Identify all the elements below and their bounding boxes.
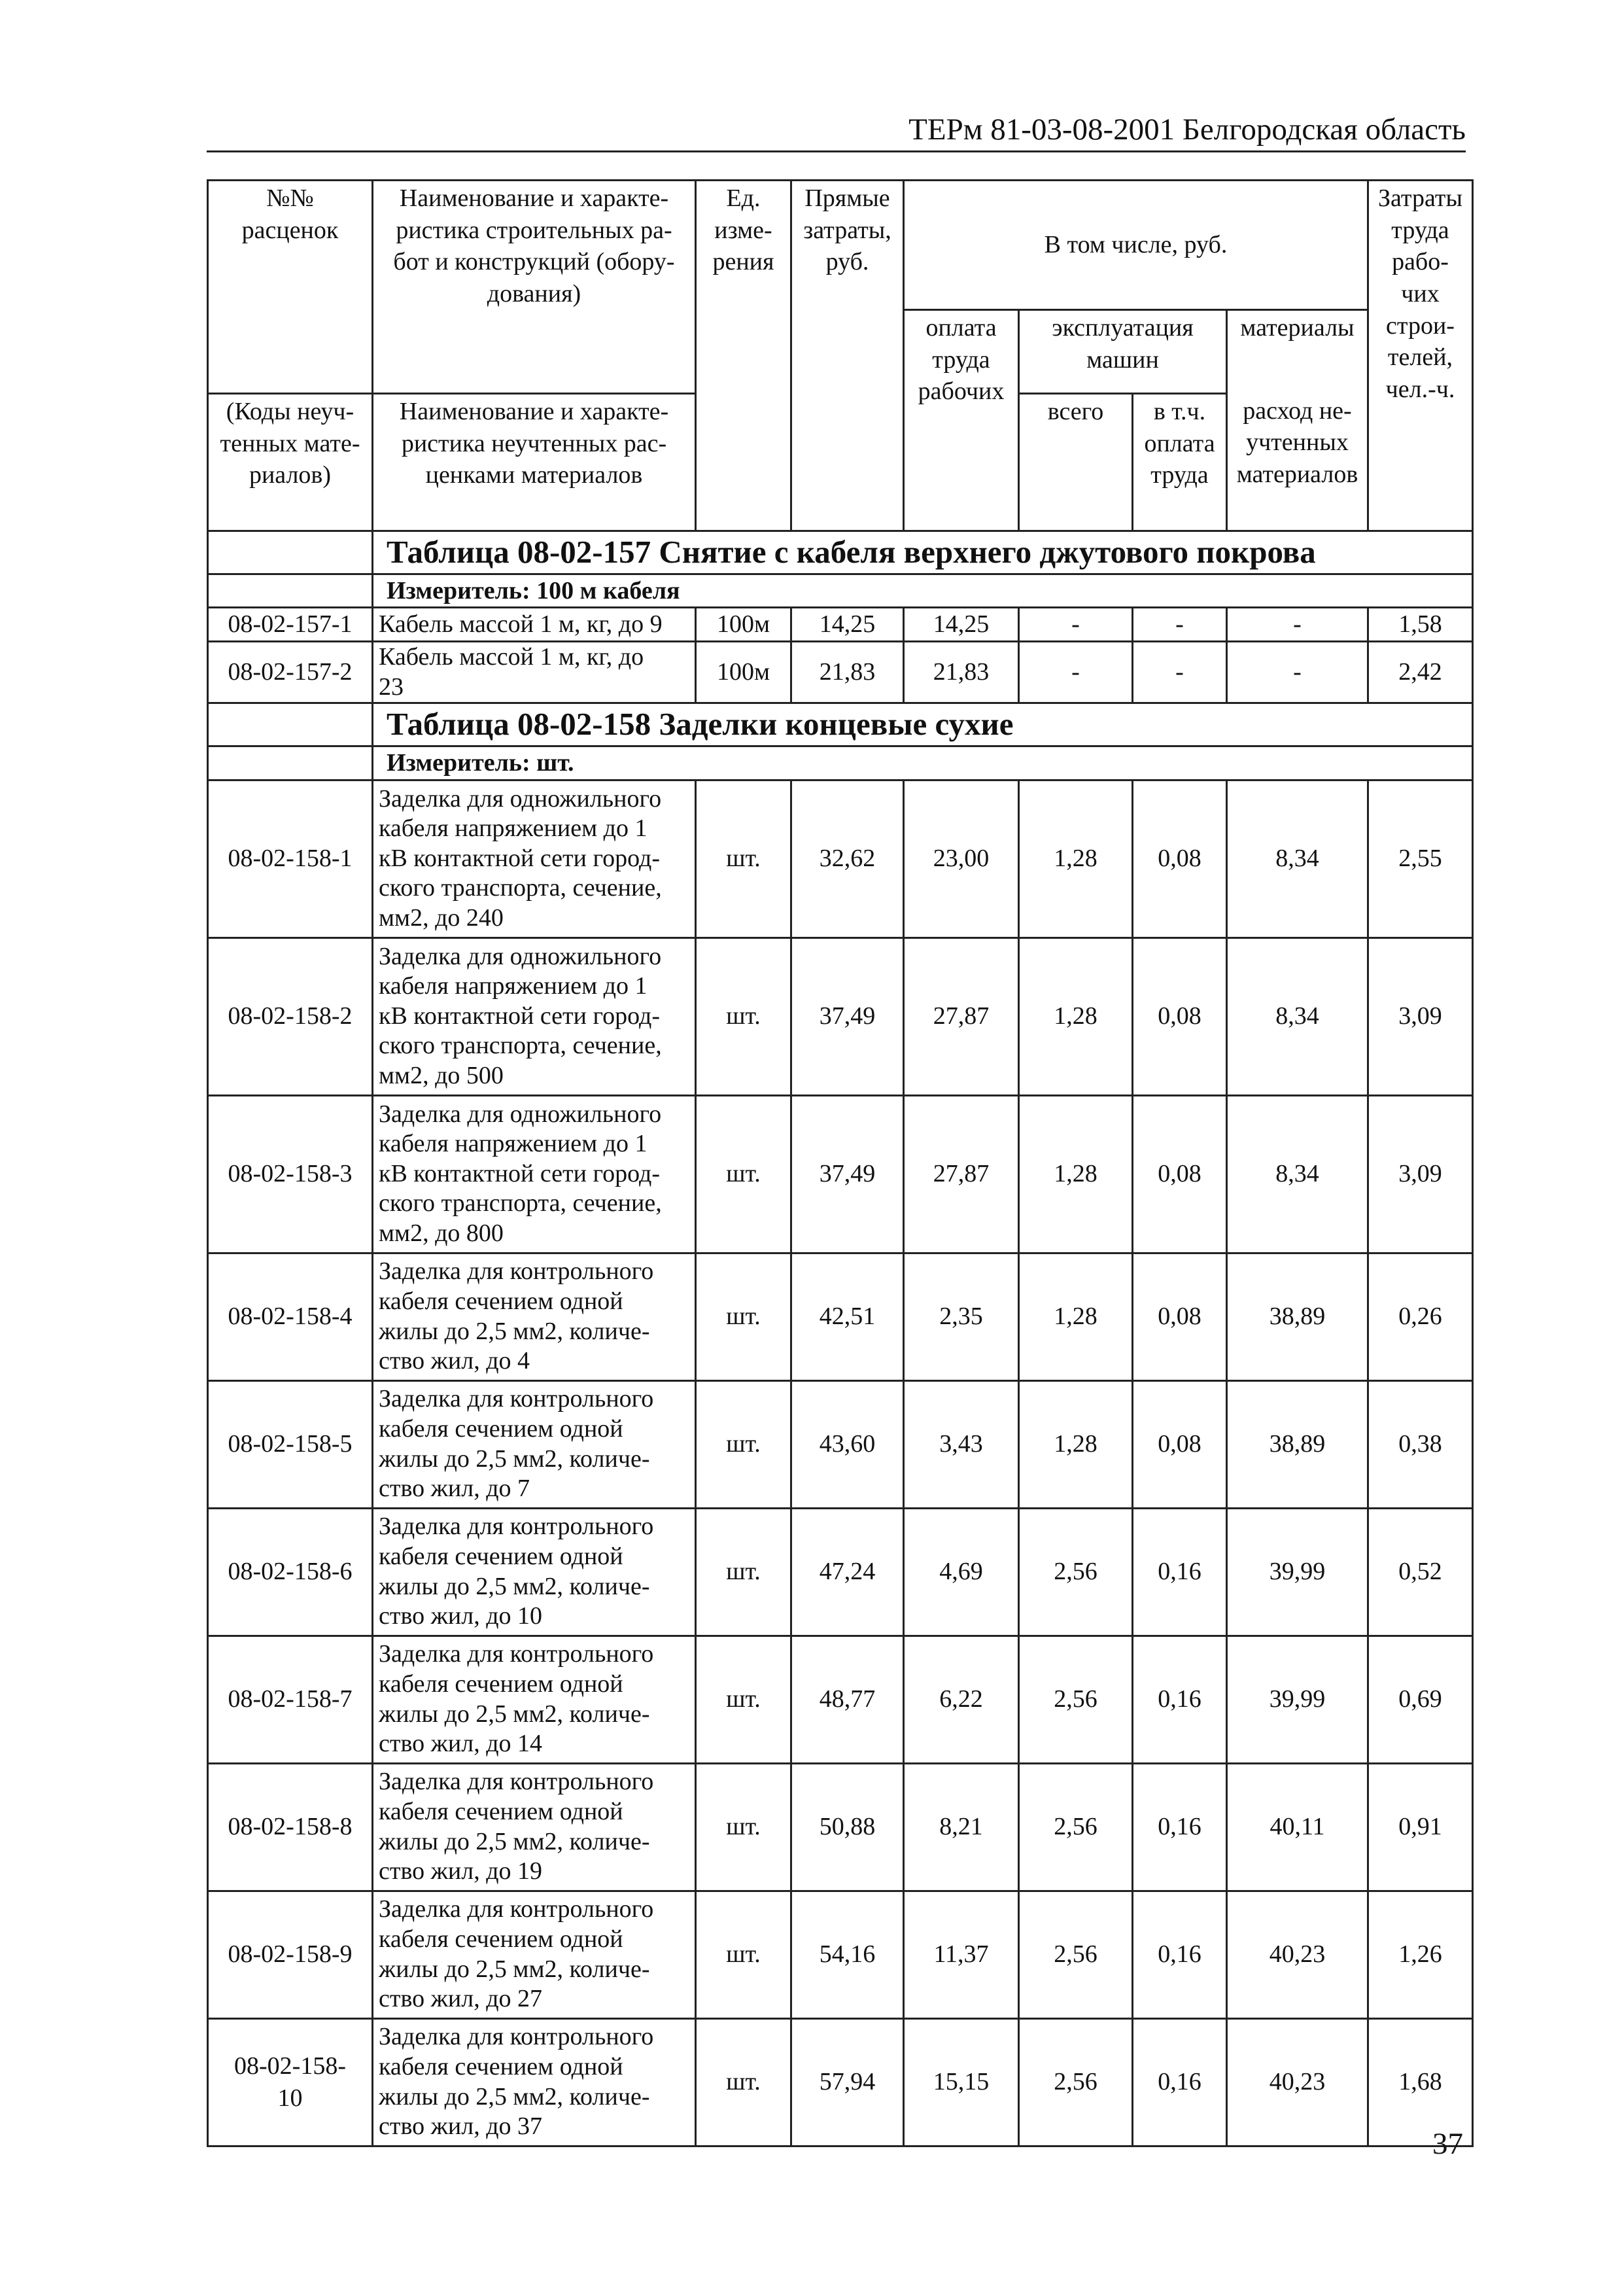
rate-code: 08-02-158- 10 bbox=[208, 2018, 373, 2146]
machines-wage-cell: 0,16 bbox=[1133, 1891, 1227, 2018]
materials-cell: - bbox=[1227, 641, 1368, 703]
materials-cell: 40,11 bbox=[1227, 1763, 1368, 1891]
direct-costs-cell: 21,83 bbox=[791, 641, 904, 703]
measure-spacer-left bbox=[208, 574, 373, 608]
rate-name: Кабель массой 1 м, кг, до 23 bbox=[373, 641, 696, 703]
unit-cell: шт. bbox=[696, 1253, 791, 1380]
materials-cell: 39,99 bbox=[1227, 1636, 1368, 1763]
wage-cell: 14,25 bbox=[904, 608, 1019, 642]
direct-costs-cell: 50,88 bbox=[791, 1763, 904, 1891]
table-row bbox=[208, 2018, 1473, 2146]
rate-code: 08-02-158-5 bbox=[208, 1380, 373, 1508]
machines-total-cell: 2,56 bbox=[1019, 1891, 1133, 2018]
machines-total-cell: 1,28 bbox=[1019, 780, 1133, 937]
section-title: Таблица 08-02-157 Снятие с кабеля верхнего джутового покрова bbox=[373, 531, 1473, 574]
wage-cell: 4,69 bbox=[904, 1508, 1019, 1636]
machines-total-cell: 1,28 bbox=[1019, 1095, 1133, 1253]
table-row bbox=[208, 780, 1473, 937]
measure-spacer-left bbox=[208, 746, 373, 780]
rate-name: Кабель массой 1 м, кг, до 9 bbox=[373, 608, 696, 642]
table-row bbox=[208, 1095, 1473, 1253]
rate-code: 08-02-158-4 bbox=[208, 1253, 373, 1380]
wage-cell: 6,22 bbox=[904, 1636, 1019, 1763]
direct-costs-cell: 47,24 bbox=[791, 1508, 904, 1636]
machines-total-cell: 2,56 bbox=[1019, 1636, 1133, 1763]
machines-total-cell: 1,28 bbox=[1019, 1253, 1133, 1380]
header-wage: оплата труда рабочих bbox=[904, 310, 1019, 531]
rate-code: 08-02-158-9 bbox=[208, 1891, 373, 2018]
table-row bbox=[208, 1253, 1473, 1380]
materials-cell: 8,34 bbox=[1227, 1095, 1368, 1253]
unit-cell: шт. bbox=[696, 1636, 791, 1763]
rate-name: Заделка для одножильного кабеля напряжением до 1 кВ контактной сети город- ского транспорта, сечение, мм2, до 240 bbox=[373, 780, 696, 937]
labor-cell: 0,69 bbox=[1368, 1636, 1473, 1763]
machines-wage-cell: 0,16 bbox=[1133, 1508, 1227, 1636]
wage-cell: 15,15 bbox=[904, 2018, 1019, 2146]
machines-wage-cell: 0,08 bbox=[1133, 1253, 1227, 1380]
header-labor-costs: Затраты труда рабо- чих строи- телей, чел.-ч. bbox=[1368, 181, 1473, 531]
labor-cell: 0,26 bbox=[1368, 1253, 1473, 1380]
table-row bbox=[208, 1891, 1473, 2018]
labor-cell: 0,91 bbox=[1368, 1763, 1473, 1891]
labor-cell: 1,58 bbox=[1368, 608, 1473, 642]
machines-total-cell: - bbox=[1019, 641, 1133, 703]
machines-wage-cell: 0,08 bbox=[1133, 1380, 1227, 1508]
header-machines-total: всего bbox=[1019, 394, 1133, 531]
table-row bbox=[208, 1508, 1473, 1636]
header-including: В том числе, руб. bbox=[904, 181, 1368, 310]
rate-code: 08-02-158-7 bbox=[208, 1636, 373, 1763]
materials-cell: 38,89 bbox=[1227, 1380, 1368, 1508]
rate-code: 08-02-158-3 bbox=[208, 1095, 373, 1253]
direct-costs-cell: 37,49 bbox=[791, 937, 904, 1095]
machines-wage-cell: 0,08 bbox=[1133, 937, 1227, 1095]
rate-code: 08-02-158-6 bbox=[208, 1508, 373, 1636]
machines-total-cell: 2,56 bbox=[1019, 1763, 1133, 1891]
rate-code: 08-02-158-1 bbox=[208, 780, 373, 937]
rate-name: Заделка для контрольного кабеля сечением одной жилы до 2,5 мм2, количе- ство жил, до 4 bbox=[373, 1253, 696, 1380]
unit-cell: шт. bbox=[696, 1508, 791, 1636]
direct-costs-cell: 14,25 bbox=[791, 608, 904, 642]
direct-costs-cell: 57,94 bbox=[791, 2018, 904, 2146]
table-row bbox=[208, 1636, 1473, 1763]
materials-cell: 8,34 bbox=[1227, 937, 1368, 1095]
machines-wage-cell: 0,16 bbox=[1133, 1763, 1227, 1891]
machines-wage-cell: 0,08 bbox=[1133, 1095, 1227, 1253]
unit-cell: шт. bbox=[696, 1891, 791, 2018]
table-row bbox=[208, 1763, 1473, 1891]
measure-row bbox=[208, 746, 1473, 780]
wage-cell: 8,21 bbox=[904, 1763, 1019, 1891]
table-row bbox=[208, 641, 1473, 703]
table-row bbox=[208, 937, 1473, 1095]
rate-name: Заделка для контрольного кабеля сечением одной жилы до 2,5 мм2, количе- ство жил, до 7 bbox=[373, 1380, 696, 1508]
section-spacer-left bbox=[208, 703, 373, 746]
rate-code: 08-02-157-2 bbox=[208, 641, 373, 703]
wage-cell: 3,43 bbox=[904, 1380, 1019, 1508]
machines-wage-cell: - bbox=[1133, 608, 1227, 642]
header-code: №№ расценок bbox=[208, 181, 373, 310]
header-materials-extra: расход не- учтенных материалов bbox=[1227, 394, 1368, 531]
section-measure: Измеритель: шт. bbox=[373, 746, 1473, 780]
header-direct-costs: Прямые затраты, руб. bbox=[791, 181, 904, 531]
wage-cell: 11,37 bbox=[904, 1891, 1019, 2018]
section-spacer-row bbox=[208, 703, 1473, 746]
header-machines: эксплуатация машин bbox=[1019, 310, 1227, 394]
header-name-sub: Наименование и характе- ристика неучтенных рас- ценками материалов bbox=[373, 394, 696, 531]
machines-total-cell: 2,56 bbox=[1019, 1508, 1133, 1636]
unit-cell: шт. bbox=[696, 1380, 791, 1508]
document-header: ТЕРм 81-03-08-2001 Белгородская область bbox=[207, 111, 1466, 152]
header-machines-wage: в т.ч. оплата труда bbox=[1133, 394, 1227, 531]
rate-code: 08-02-158-8 bbox=[208, 1763, 373, 1891]
header-name: Наименование и характе- ристика строительных ра- бот и конструкций (обору- дования) bbox=[373, 181, 696, 310]
rate-name: Заделка для контрольного кабеля сечением одной жилы до 2,5 мм2, количе- ство жил, до 10 bbox=[373, 1508, 696, 1636]
wage-cell: 23,00 bbox=[904, 780, 1019, 937]
materials-cell: 38,89 bbox=[1227, 1253, 1368, 1380]
machines-total-cell: 1,28 bbox=[1019, 1380, 1133, 1508]
unit-cell: 100м bbox=[696, 641, 791, 703]
machines-total-cell: 2,56 bbox=[1019, 2018, 1133, 2146]
rate-name: Заделка для одножильного кабеля напряжением до 1 кВ контактной сети город- ского транспорта, сечение, мм2, до 500 bbox=[373, 937, 696, 1095]
table-row bbox=[208, 608, 1473, 642]
labor-cell: 2,55 bbox=[1368, 780, 1473, 937]
unit-cell: шт. bbox=[696, 1763, 791, 1891]
direct-costs-cell: 43,60 bbox=[791, 1380, 904, 1508]
machines-wage-cell: - bbox=[1133, 641, 1227, 703]
materials-cell: 39,99 bbox=[1227, 1508, 1368, 1636]
labor-cell: 1,68 bbox=[1368, 2018, 1473, 2146]
wage-cell: 21,83 bbox=[904, 641, 1019, 703]
materials-cell: 8,34 bbox=[1227, 780, 1368, 937]
labor-cell: 3,09 bbox=[1368, 1095, 1473, 1253]
direct-costs-cell: 37,49 bbox=[791, 1095, 904, 1253]
materials-cell: 40,23 bbox=[1227, 1891, 1368, 2018]
table-row bbox=[208, 1380, 1473, 1508]
direct-costs-cell: 42,51 bbox=[791, 1253, 904, 1380]
labor-cell: 2,42 bbox=[1368, 641, 1473, 703]
section-spacer-row bbox=[208, 531, 1473, 574]
labor-cell: 0,38 bbox=[1368, 1380, 1473, 1508]
rate-name: Заделка для контрольного кабеля сечением одной жилы до 2,5 мм2, количе- ство жил, до 27 bbox=[373, 1891, 696, 2018]
wage-cell: 27,87 bbox=[904, 937, 1019, 1095]
unit-cell: шт. bbox=[696, 937, 791, 1095]
rate-name: Заделка для контрольного кабеля сечением одной жилы до 2,5 мм2, количе- ство жил, до 37 bbox=[373, 2018, 696, 2146]
materials-cell: - bbox=[1227, 608, 1368, 642]
labor-cell: 0,52 bbox=[1368, 1508, 1473, 1636]
machines-wage-cell: 0,16 bbox=[1133, 1636, 1227, 1763]
rate-name: Заделка для контрольного кабеля сечением одной жилы до 2,5 мм2, количе- ство жил, до 14 bbox=[373, 1636, 696, 1763]
section-measure: Измеритель: 100 м кабеля bbox=[373, 574, 1473, 608]
rate-name: Заделка для контрольного кабеля сечением одной жилы до 2,5 мм2, количе- ство жил, до 19 bbox=[373, 1763, 696, 1891]
labor-cell: 1,26 bbox=[1368, 1891, 1473, 2018]
header-unit: Ед. изме- рения bbox=[696, 181, 791, 531]
header-materials: материалы bbox=[1227, 310, 1368, 394]
machines-wage-cell: 0,16 bbox=[1133, 2018, 1227, 2146]
header-code-sub: (Коды неуч- тенных мате- риалов) bbox=[208, 394, 373, 531]
measure-row bbox=[208, 574, 1473, 608]
unit-cell: шт. bbox=[696, 1095, 791, 1253]
direct-costs-cell: 32,62 bbox=[791, 780, 904, 937]
materials-cell: 40,23 bbox=[1227, 2018, 1368, 2146]
machines-wage-cell: 0,08 bbox=[1133, 780, 1227, 937]
unit-cell: шт. bbox=[696, 780, 791, 937]
header-code-spacer bbox=[208, 310, 373, 394]
direct-costs-cell: 54,16 bbox=[791, 1891, 904, 2018]
unit-cell: шт. bbox=[696, 2018, 791, 2146]
rate-code: 08-02-158-2 bbox=[208, 937, 373, 1095]
rate-name: Заделка для одножильного кабеля напряжением до 1 кВ контактной сети город- ского транспорта, сечение, мм2, до 800 bbox=[373, 1095, 696, 1253]
labor-cell: 3,09 bbox=[1368, 937, 1473, 1095]
rate-code: 08-02-157-1 bbox=[208, 608, 373, 642]
unit-cell: 100м bbox=[696, 608, 791, 642]
machines-total-cell: 1,28 bbox=[1019, 937, 1133, 1095]
machines-total-cell: - bbox=[1019, 608, 1133, 642]
wage-cell: 2,35 bbox=[904, 1253, 1019, 1380]
page-number: 37 bbox=[1432, 2127, 1463, 2161]
wage-cell: 27,87 bbox=[904, 1095, 1019, 1253]
section-spacer-left bbox=[208, 531, 373, 574]
rates-table bbox=[207, 179, 1474, 2147]
direct-costs-cell: 48,77 bbox=[791, 1636, 904, 1763]
section-title: Таблица 08-02-158 Заделки концевые сухие bbox=[373, 703, 1473, 746]
header-name-spacer bbox=[373, 310, 696, 394]
